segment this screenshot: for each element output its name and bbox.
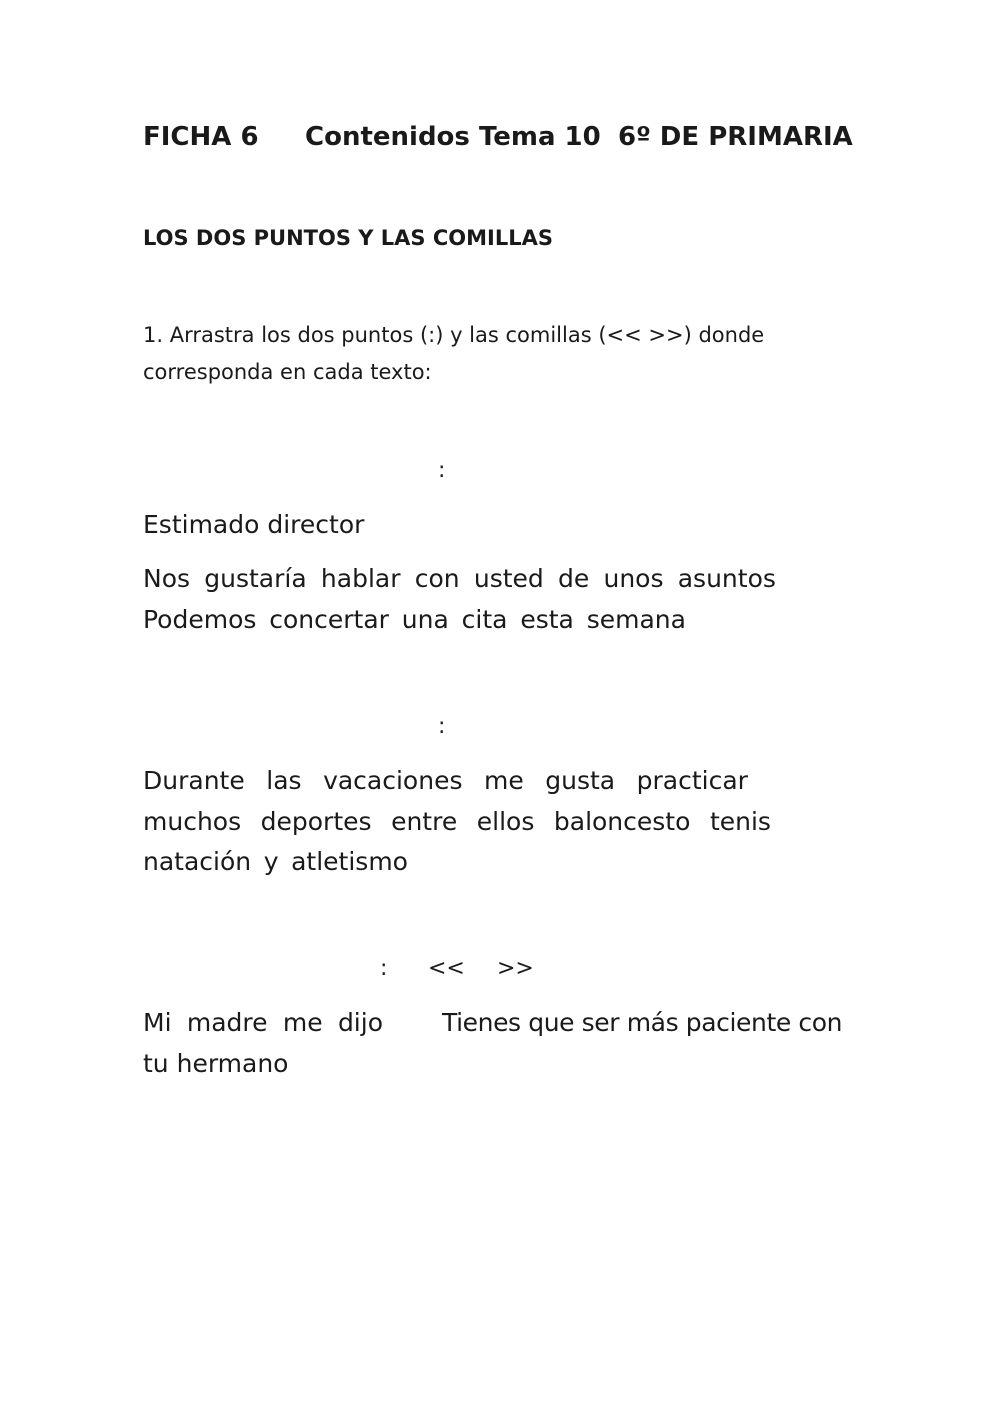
word: y xyxy=(263,847,279,876)
word: hablar xyxy=(320,564,401,593)
instruction-line-1: 1. Arrastra los dos puntos (:) y las comillas (<< >>) donde xyxy=(143,323,765,347)
word: las xyxy=(266,766,302,795)
ex2-line-2 xyxy=(143,807,771,836)
ex3-line-1b: Tienes que ser más paciente con xyxy=(442,1008,843,1037)
word: de xyxy=(558,564,590,593)
word: usted xyxy=(473,564,544,593)
word: con xyxy=(414,564,460,593)
word: entre xyxy=(391,807,458,836)
word: ellos xyxy=(476,807,535,836)
word: unos xyxy=(603,564,664,593)
word: Podemos xyxy=(143,605,257,634)
draggable-open-quote[interactable]: << xyxy=(428,956,465,981)
ex1-line-2 xyxy=(143,564,776,593)
word: vacaciones xyxy=(323,766,463,795)
word: una xyxy=(401,605,449,634)
word: dijo xyxy=(337,1008,383,1037)
instruction-line-2: corresponda en cada texto: xyxy=(143,360,432,384)
word: asuntos xyxy=(677,564,776,593)
ex1-line-1: Estimado director xyxy=(143,510,365,539)
word: Durante xyxy=(143,766,245,795)
word: gustaría xyxy=(204,564,307,593)
draggable-colon-2[interactable]: : xyxy=(438,714,446,739)
word: me xyxy=(282,1008,323,1037)
section-subtitle: LOS DOS PUNTOS Y LAS COMILLAS xyxy=(143,226,553,250)
word: atletismo xyxy=(291,847,408,876)
word: deportes xyxy=(260,807,372,836)
draggable-colon-1[interactable]: : xyxy=(438,458,446,483)
ex2-line-1 xyxy=(143,766,748,795)
ex3-line-2: tu hermano xyxy=(143,1049,289,1078)
word: Nos xyxy=(143,564,191,593)
draggable-colon-3[interactable]: : xyxy=(380,956,388,981)
word: natación xyxy=(143,847,252,876)
word: practicar xyxy=(636,766,748,795)
ex1-line-3 xyxy=(143,605,686,634)
word: gusta xyxy=(545,766,616,795)
word: me xyxy=(484,766,524,795)
word: baloncesto xyxy=(553,807,691,836)
word: cita xyxy=(461,605,508,634)
word: muchos xyxy=(143,807,242,836)
ex2-line-3 xyxy=(143,847,408,876)
header-contenidos: Contenidos Tema 10 xyxy=(305,122,601,152)
header-ficha: FICHA 6 xyxy=(143,122,259,152)
word: Mi xyxy=(143,1008,172,1037)
word: semana xyxy=(586,605,686,634)
word: tenis xyxy=(709,807,771,836)
word: concertar xyxy=(269,605,389,634)
ex3-line-1a xyxy=(143,1008,383,1037)
draggable-close-quote[interactable]: >> xyxy=(497,956,534,981)
header-curso: 6º DE PRIMARIA xyxy=(618,122,853,152)
word: esta xyxy=(520,605,574,634)
word: madre xyxy=(186,1008,268,1037)
